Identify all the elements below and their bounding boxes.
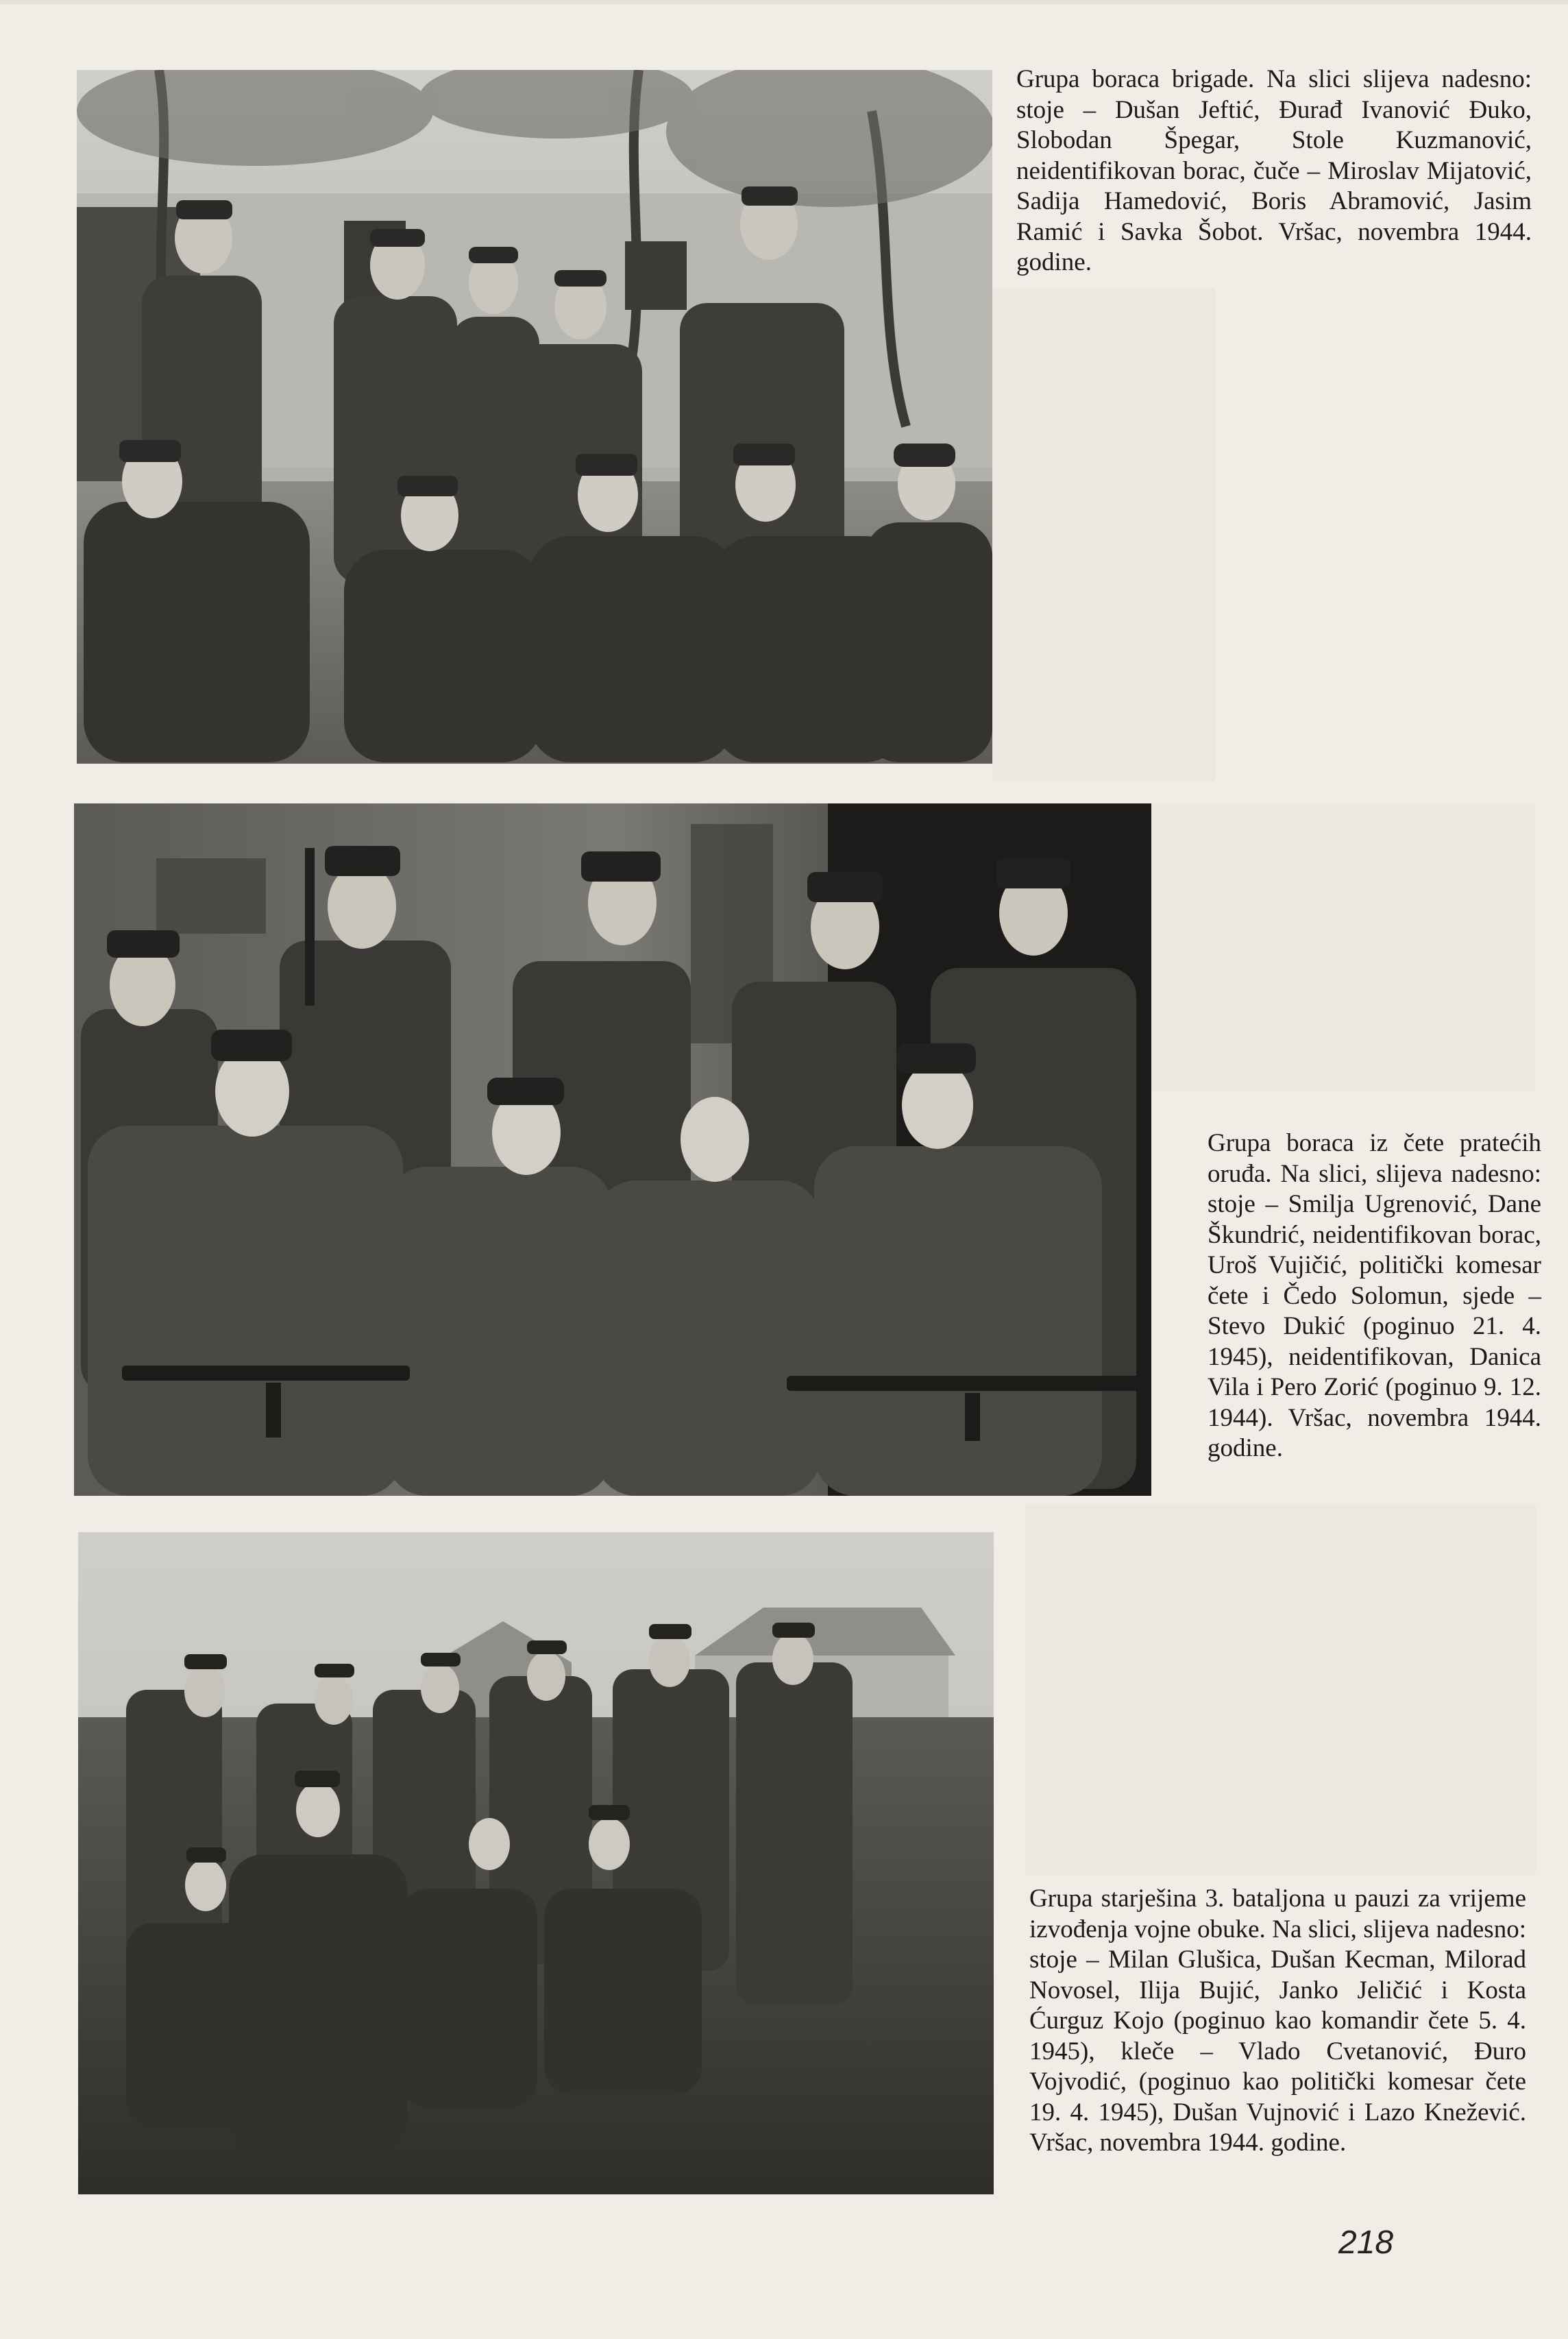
photo-support-weapons-company — [74, 803, 1151, 1496]
caption-photo-1: Grupa boraca brigade. Na slici slijeva nadesno: stoje – Dušan Jeftić, Đurađ Ivanović Đuko, Slobodan Špegar, Stole Kuzmanović, neidentifikovan borac, čuče – Miroslav Mijatović, Sadija Hamedović, Boris Abramović, Jasim Ramić i Savka Šobot. Vršac, novembra 1944. godine. — [1016, 65, 1532, 276]
photo-brigade-fighters — [77, 70, 992, 764]
page-top-edge — [0, 0, 1568, 4]
caption-photo-2: Grupa boraca iz čete pratećih oruđa. Na slici, slijeva nadesno: stoje – Smilja Ugrenović, Dane Škundrić, neidentifikovan borac, Uroš Vujičić, politički komesar čete i Čedo Solomun, sjede – Stevo Dukić (poginuo 21. 4. 1945), neidentifikovan, Danica Vila i Pero Zorić (poginuo 9. 12. 1944). Vršac, novembra 1944. godine. — [1208, 1129, 1541, 1462]
show-through-area — [1151, 803, 1535, 1091]
caption-photo-3: Grupa starješina 3. bataljona u pauzi za vrijeme izvođenja vojne obuke. Na slici, slijeva nadesno: stoje – Milan Glušica, Dušan Kecman, Milorad Novosel, Ilija Bujić, Janko Jeličić i Kosta Ćurguz Kojo (poginuo kao komandir čete 5. 4. 1945), kleče – Vlado Cvetanović, Đuro Vojvodić, (poginuo kao politički komesar čete 19. 4. 1945), Dušan Vujnović i Lazo Knežević. Vršac, novembra 1944. godine. — [1029, 1884, 1526, 2157]
show-through-area — [1025, 1505, 1536, 1875]
photo-battalion-officers — [78, 1532, 994, 2194]
page-number: 218 — [1338, 2225, 1394, 2261]
show-through-area — [992, 288, 1215, 781]
